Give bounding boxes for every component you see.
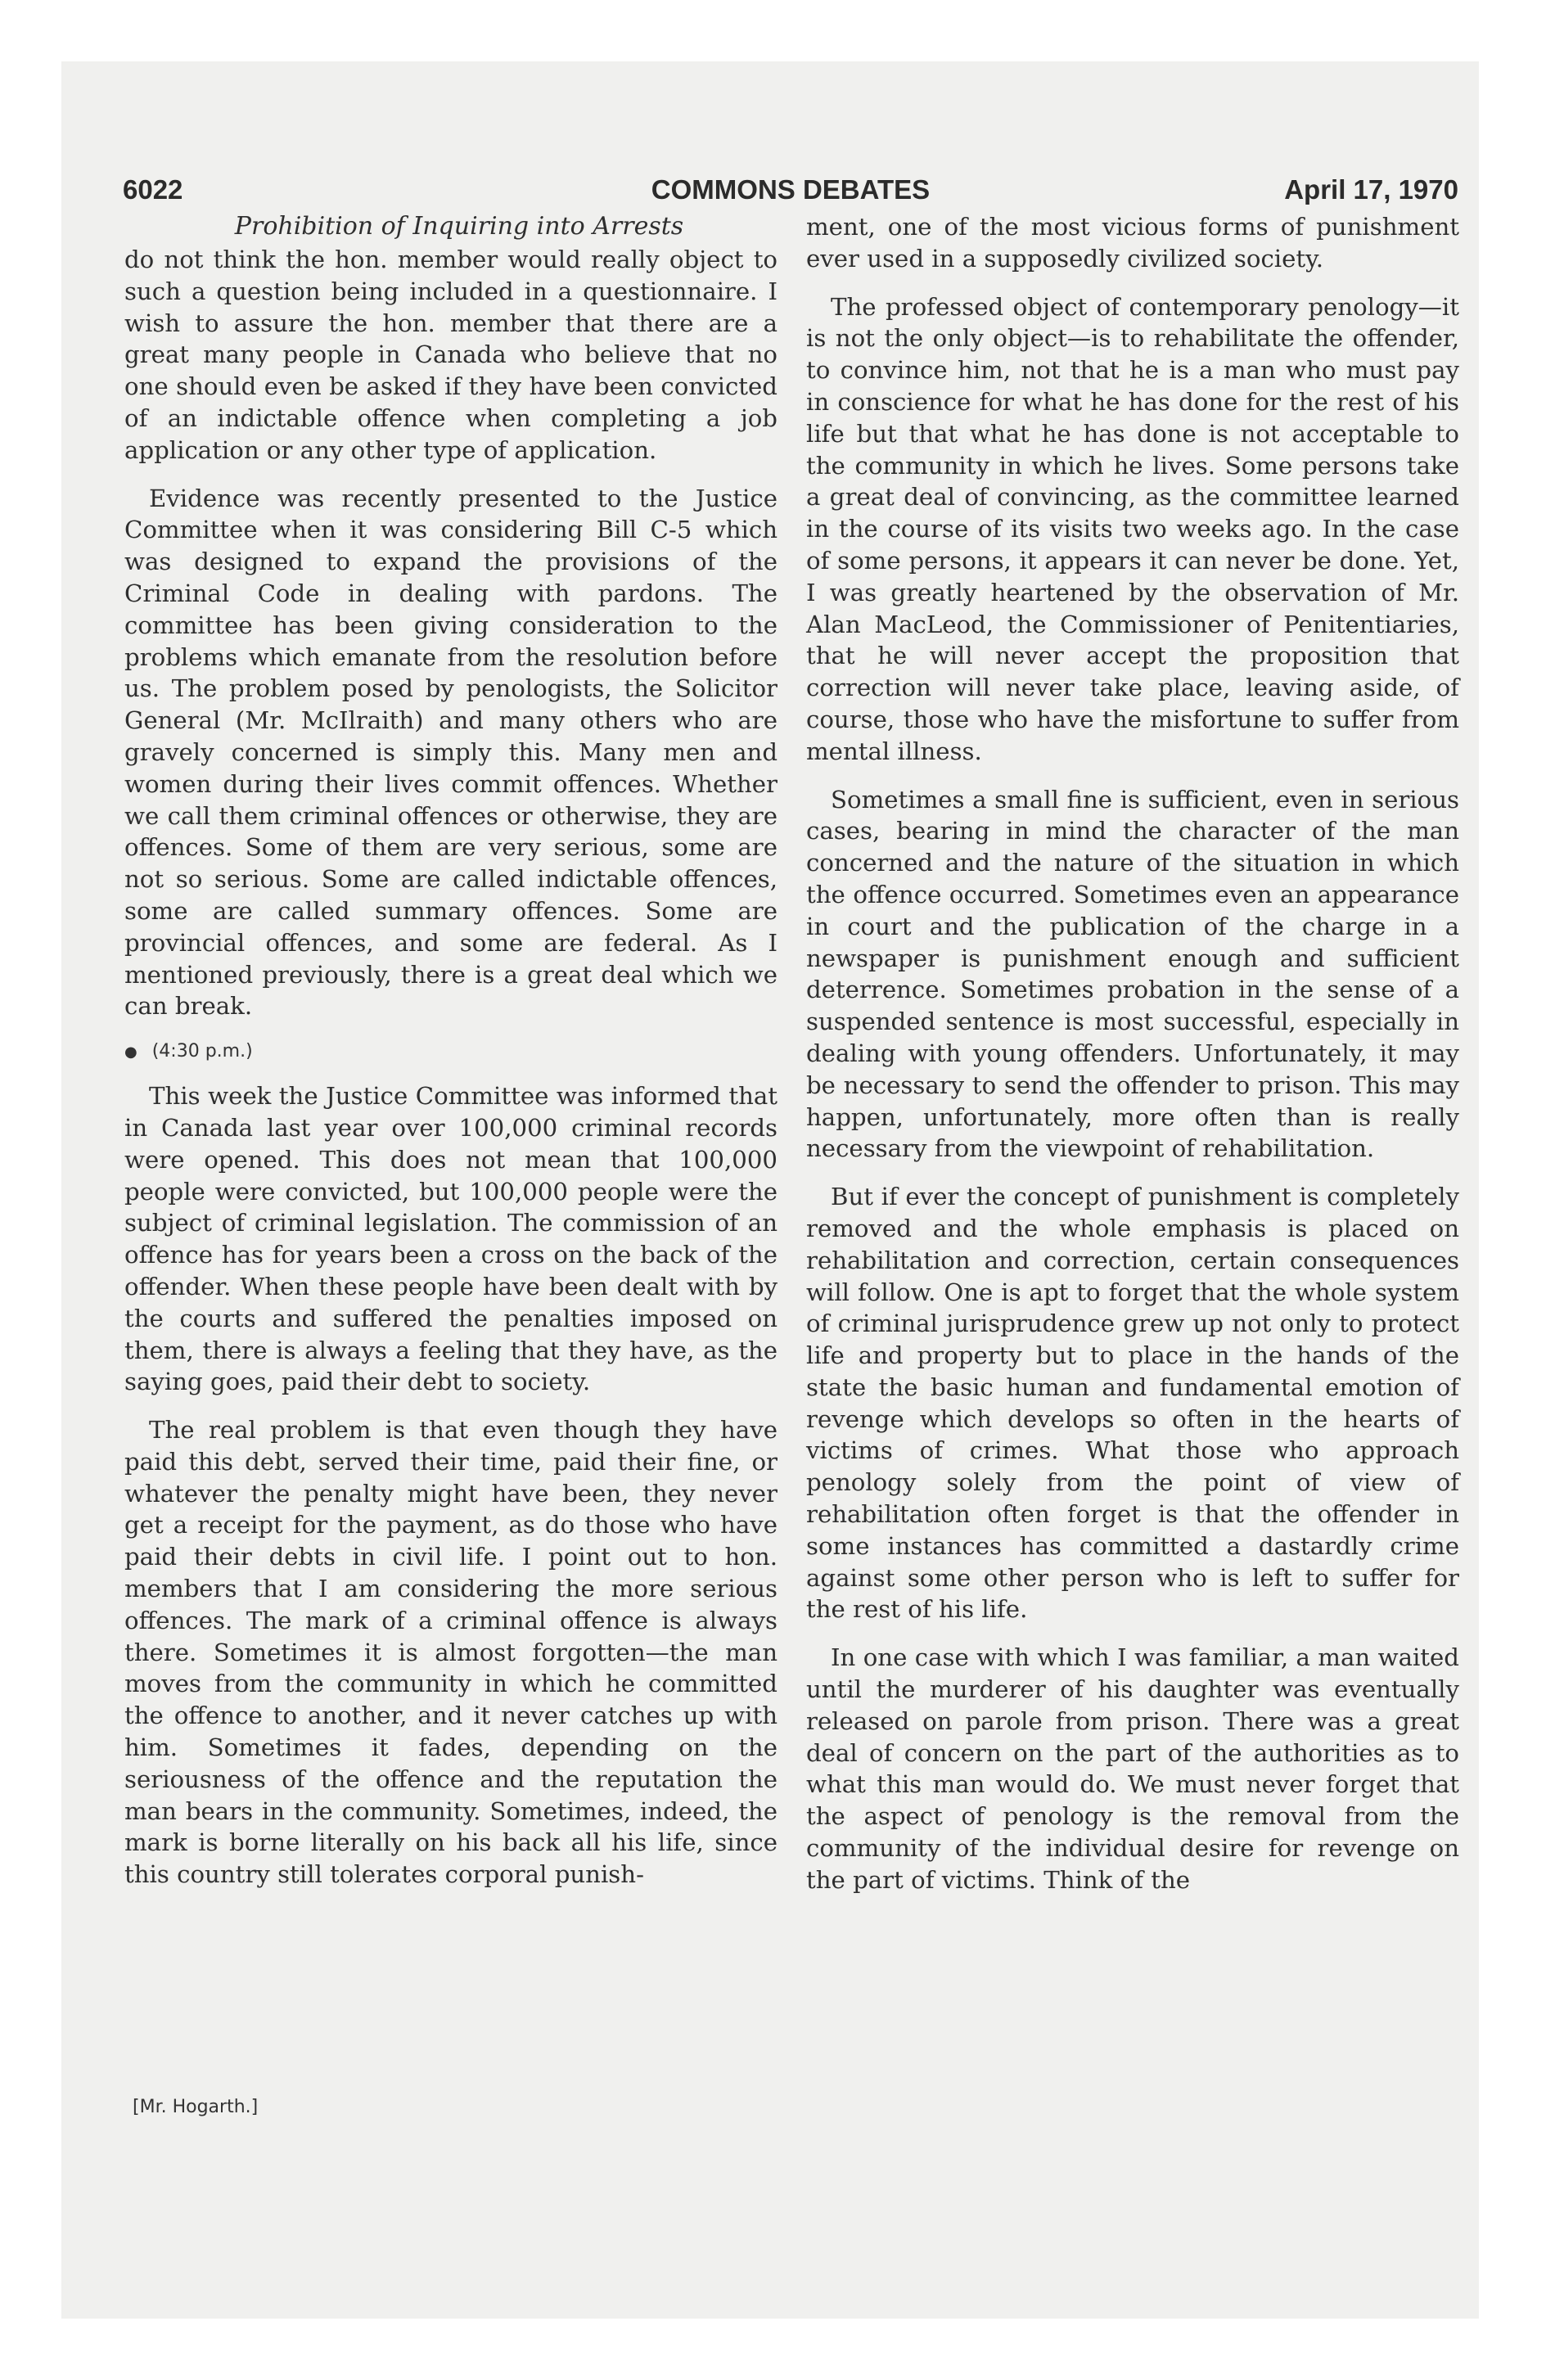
paragraph: do not think the hon. member would really object to such a question being included in a questionnaire. I wish to assure the hon. member that there are a great many people in Canada who believe that no one should even be asked if they have been convicted of an indictable offence when completing a job application or any other type of application. — [124, 246, 778, 464]
page-number: 6022 — [123, 174, 183, 205]
paragraph: ment, one of the most vicious forms of punishment ever used in a supposedly civilized society. — [806, 213, 1459, 273]
paragraph: The real problem is that even though they have paid this debt, served their time, paid their fine, or whatever the penalty might have been, they never get a receipt for the payment, as do those who have paid their debts in civil life. I point out to hon. members that I am considering the more serious offences. The mark of a criminal offence is always there. Sometimes it is almost forgotten—the man moves from the community in which he committed the offence to another, and it never catches up with him. Sometimes it fades, depending on the seriousness of the offence and the reputation the man bears in the community. Sometimes, indeed, the mark is borne literally on his back all his life, since this country still tolerates corporal punish- — [124, 1416, 778, 1889]
paragraph: In one case with which I was familiar, a man waited until the murderer of his daughter was eventually released on parole from prison. There was a great deal of concern on the part of the authorities as to what this man would do. We must never forget that the aspect of penology is the removal from the community of the individual desire for revenge on the part of victims. Think of the — [806, 1643, 1459, 1894]
paragraph: But if ever the concept of punishment is completely removed and the whole emphasis is placed on rehabilitation and correction, certain consequences will follow. One is apt to forget that the whole system of criminal jurisprudence grew up not only to protect life and property but to place in the hands of the state the basic human and fundamental emotion of revenge which develops so often in the hearts of victims of crimes. What those who approach penology solely from the point of view of rehabilitation often forget is that the offender in some instances has committed a dastardly crime against some other person who is left to suffer for the rest of his life. — [806, 1183, 1459, 1624]
publication-date: April 17, 1970 — [1284, 174, 1458, 205]
paragraph: This week the Justice Committee was informed that in Canada last year over 100,000 criminal records were opened. This does not mean that 100,000 people were convicted, but 100,000 people were the subject of criminal legislation. The commission of an offence has for years been a cross on the back of the offender. When these people have been dealt with by the courts and suffered the penalties imposed on them, there is always a feeling that they have, as the saying goes, paid their debt to society. — [124, 1082, 778, 1396]
time-marker — [124, 1039, 778, 1066]
speaker-footer: [Mr. Hogarth.] — [133, 2097, 259, 2117]
bullet-icon: ● — [124, 1044, 137, 1062]
right-column — [806, 211, 1459, 1913]
paragraph: The professed object of contemporary penology—it is not the only object—is to rehabilitate the offender, to convince him, not that he is a man who must pay in conscience for what he has done for the rest of his life but that what he has done is not acceptable to the community in which he lives. Some persons take a great deal of convincing, as the committee learned in the course of its visits two weeks ago. In the case of some persons, it appears it can never be done. Yet, I was greatly heartened by the observation of Mr. Alan MacLeod, the Commissioner of Penitentiaries, that he will never accept the proposition that correction will never take place, leaving aside, of course, those who have the misfortune to suffer from mental illness. — [806, 292, 1459, 765]
left-column — [124, 211, 778, 1907]
running-title: Prohibition of Inquiring into Arrests — [234, 212, 684, 241]
time-marker-text: (4:30 p.m.) — [151, 1041, 253, 1062]
paragraph: Evidence was recently presented to the Justice Committee when it was considering Bill C-5 which was designed to expand the provisions of the Criminal Code in dealing with pardons. The committee has been giving consideration to the problems which emanate from the resolution before us. The problem posed by penologists, the Solicitor General (Mr. McIlraith) and many others who are gravely concerned is simply this. Many men and women during their lives commit offences. Whether we call them criminal offences or otherwise, they are offences. Some of them are very serious, some are not so serious. Some are called indictable offences, some are called summary offences. Some are provincial offences, and some are federal. As I mentioned previously, there is a great deal which we can break. — [124, 484, 778, 1021]
paragraph: Sometimes a small fine is sufficient, even in serious cases, bearing in mind the character of the man concerned and the nature of the situation in which the offence occurred. Sometimes even an appearance in court and the publication of the charge in a newspaper is punishment enough and sufficient deterrence. Sometimes probation in the sense of a suspended sentence is most successful, especially in dealing with young offenders. Unfortunately, it may be necessary to send the offender to prison. This may happen, unfortunately, more often than is really necessary from the viewpoint of rehabilitation. — [806, 785, 1459, 1163]
page-header — [123, 174, 1458, 215]
journal-title: COMMONS DEBATES — [651, 174, 931, 205]
